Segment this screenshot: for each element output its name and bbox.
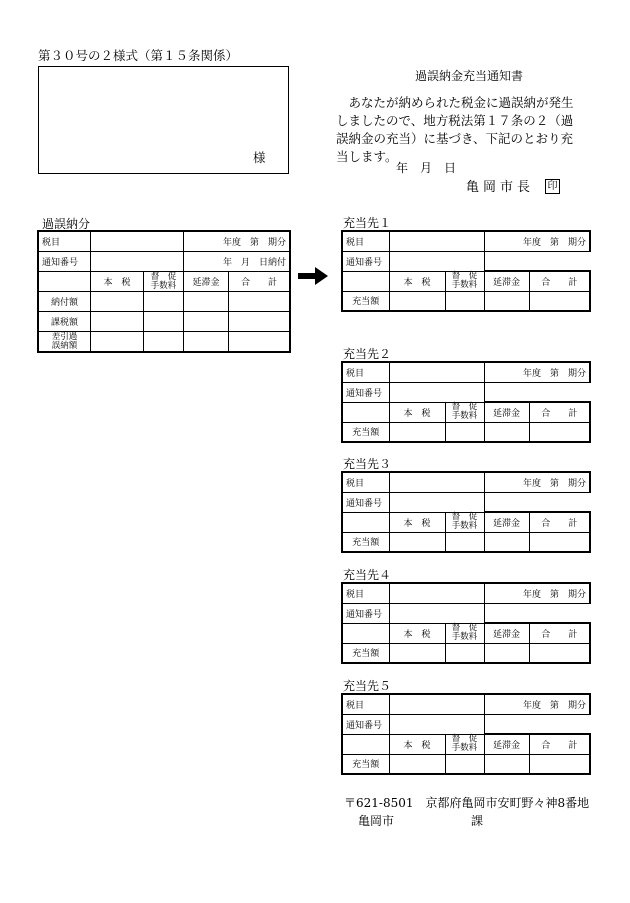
tax-item-label: 税目	[342, 583, 389, 603]
tax-item-label: 税目	[342, 231, 389, 251]
col-main-tax: 本 税	[389, 271, 445, 291]
overpayment-title: 過誤納分	[42, 217, 91, 231]
year-period-label: 年度 第 期分	[484, 583, 590, 603]
allocation-table	[341, 361, 591, 443]
applied-fee[interactable]	[445, 643, 484, 663]
allocation-table	[341, 230, 591, 312]
applied-late[interactable]	[484, 532, 529, 552]
arrow-right-icon	[298, 267, 328, 285]
tax-item-label: 税目	[342, 472, 389, 492]
year-period-label: 年度 第 期分	[184, 232, 290, 252]
tax-item-label: 税目	[342, 362, 389, 382]
applied-main[interactable]	[389, 643, 445, 663]
diff-fee[interactable]	[144, 332, 184, 352]
col-main-tax: 本 税	[389, 623, 445, 643]
tax-item-value[interactable]	[389, 472, 484, 492]
signer-name: 亀岡市長	[466, 180, 535, 195]
col-main-tax: 本 税	[389, 512, 445, 532]
empty-cell	[484, 492, 590, 512]
notice-no-value[interactable]	[389, 714, 484, 734]
col-total: 合 計	[229, 272, 290, 292]
tax-item-value[interactable]	[91, 232, 184, 252]
blank-cell	[342, 402, 389, 422]
empty-cell	[484, 382, 590, 402]
payment-date-label: 年 月 日納付	[184, 252, 290, 272]
footer-city: 亀岡市	[358, 814, 395, 828]
col-fee: 督 促 手数料	[445, 734, 484, 754]
diff-late[interactable]	[184, 332, 229, 352]
allocation-table	[341, 471, 591, 553]
blank-cell	[39, 272, 91, 292]
notice-body-line: 誤納金の充当）に基づき、下記のとおり充	[336, 131, 574, 146]
allocation-title: 充当先３	[343, 457, 392, 471]
notice-date: 年 月 日	[396, 161, 457, 175]
row-applied-label: 充当額	[342, 422, 389, 442]
empty-cell	[484, 714, 590, 734]
seal-mark: 印	[545, 179, 560, 194]
col-late-fee: 延滞金	[484, 623, 529, 643]
allocation-title: 充当先１	[343, 216, 392, 230]
col-late-fee: 延滞金	[184, 272, 229, 292]
notice-no-label: 通知番号	[342, 382, 389, 402]
col-total: 合 計	[529, 402, 590, 422]
applied-total[interactable]	[529, 643, 590, 663]
blank-cell	[342, 623, 389, 643]
assessed-total[interactable]	[229, 312, 290, 332]
applied-fee[interactable]	[445, 422, 484, 442]
empty-cell	[484, 251, 590, 271]
year-period-label: 年度 第 期分	[484, 472, 590, 492]
notice-no-value[interactable]	[389, 492, 484, 512]
notice-no-label: 通知番号	[342, 492, 389, 512]
overpayment-table	[38, 231, 290, 352]
col-late-fee: 延滞金	[484, 512, 529, 532]
row-applied-label: 充当額	[342, 754, 389, 774]
row-diff-label: 差引過 誤納額	[39, 332, 91, 352]
tax-item-value[interactable]	[389, 362, 484, 382]
allocation-table	[341, 582, 591, 664]
notice-no-value[interactable]	[389, 382, 484, 402]
col-late-fee: 延滞金	[484, 402, 529, 422]
applied-fee[interactable]	[445, 532, 484, 552]
col-total: 合 計	[529, 271, 590, 291]
notice-no-value[interactable]	[389, 603, 484, 623]
assessed-late[interactable]	[184, 312, 229, 332]
notice-body-line: しましたので、地方税法第１７条の２（過	[336, 113, 574, 128]
diff-total[interactable]	[229, 332, 290, 352]
blank-cell	[342, 512, 389, 532]
paid-total[interactable]	[229, 292, 290, 312]
blank-cell	[342, 271, 389, 291]
paid-fee[interactable]	[144, 292, 184, 312]
col-fee: 督 促 手数料	[144, 272, 184, 292]
applied-total[interactable]	[529, 754, 590, 774]
form-label: 第３０号の２様式（第１５条関係）	[38, 48, 239, 63]
col-fee: 督 促 手数料	[445, 623, 484, 643]
assessed-fee[interactable]	[144, 312, 184, 332]
address-suffix: 様	[253, 150, 266, 165]
year-period-label: 年度 第 期分	[484, 231, 590, 251]
col-fee: 督 促 手数料	[445, 402, 484, 422]
applied-late[interactable]	[484, 422, 529, 442]
notice-title: 過誤納金充当通知書	[415, 69, 524, 83]
footer-address: 〒621-8501 京都府亀岡市安町野々神8番地	[344, 796, 590, 810]
col-total: 合 計	[529, 734, 590, 754]
row-applied-label: 充当額	[342, 532, 389, 552]
allocation-title: 充当先２	[343, 347, 392, 361]
notice-body-line: あなたが納められた税金に過誤納が発生	[336, 95, 574, 110]
row-assessed-label: 課税額	[39, 312, 91, 332]
paid-late[interactable]	[184, 292, 229, 312]
tax-item-label: 税目	[39, 232, 91, 252]
col-main-tax: 本 税	[91, 272, 144, 292]
notice-no-label: 通知番号	[342, 714, 389, 734]
applied-late[interactable]	[484, 643, 529, 663]
applied-fee[interactable]	[445, 754, 484, 774]
applied-main[interactable]	[389, 532, 445, 552]
address-box	[38, 66, 289, 174]
applied-main[interactable]	[389, 422, 445, 442]
col-fee: 督 促 手数料	[445, 271, 484, 291]
diff-main[interactable]	[91, 332, 144, 352]
row-applied-label: 充当額	[342, 643, 389, 663]
applied-fee[interactable]	[445, 291, 484, 311]
assessed-main[interactable]	[91, 312, 144, 332]
applied-late[interactable]	[484, 291, 529, 311]
tax-item-label: 税目	[342, 694, 389, 714]
applied-late[interactable]	[484, 754, 529, 774]
allocation-title: 充当先５	[343, 679, 392, 693]
col-late-fee: 延滞金	[484, 734, 529, 754]
notice-body-line: 当します。	[336, 149, 398, 164]
col-main-tax: 本 税	[389, 402, 445, 422]
year-period-label: 年度 第 期分	[484, 362, 590, 382]
col-main-tax: 本 税	[389, 734, 445, 754]
notice-no-label: 通知番号	[342, 603, 389, 623]
notice-no-label: 通知番号	[342, 251, 389, 271]
empty-cell	[484, 603, 590, 623]
notice-no-value[interactable]	[91, 252, 184, 272]
applied-total[interactable]	[529, 291, 590, 311]
allocation-table	[341, 693, 591, 775]
col-fee: 督 促 手数料	[445, 512, 484, 532]
col-total: 合 計	[529, 623, 590, 643]
applied-main[interactable]	[389, 754, 445, 774]
applied-total[interactable]	[529, 532, 590, 552]
footer-dept: 課	[471, 814, 484, 828]
applied-main[interactable]	[389, 291, 445, 311]
blank-cell	[342, 734, 389, 754]
col-total: 合 計	[529, 512, 590, 532]
notice-no-value[interactable]	[389, 251, 484, 271]
tax-item-value[interactable]	[389, 583, 484, 603]
applied-total[interactable]	[529, 422, 590, 442]
tax-item-value[interactable]	[389, 694, 484, 714]
row-paid-label: 納付額	[39, 292, 91, 312]
notice-no-label: 通知番号	[39, 252, 91, 272]
paid-main[interactable]	[91, 292, 144, 312]
col-late-fee: 延滞金	[484, 271, 529, 291]
notice-body	[336, 94, 586, 166]
tax-item-value[interactable]	[389, 231, 484, 251]
row-applied-label: 充当額	[342, 291, 389, 311]
allocation-title: 充当先４	[343, 568, 392, 582]
year-period-label: 年度 第 期分	[484, 694, 590, 714]
